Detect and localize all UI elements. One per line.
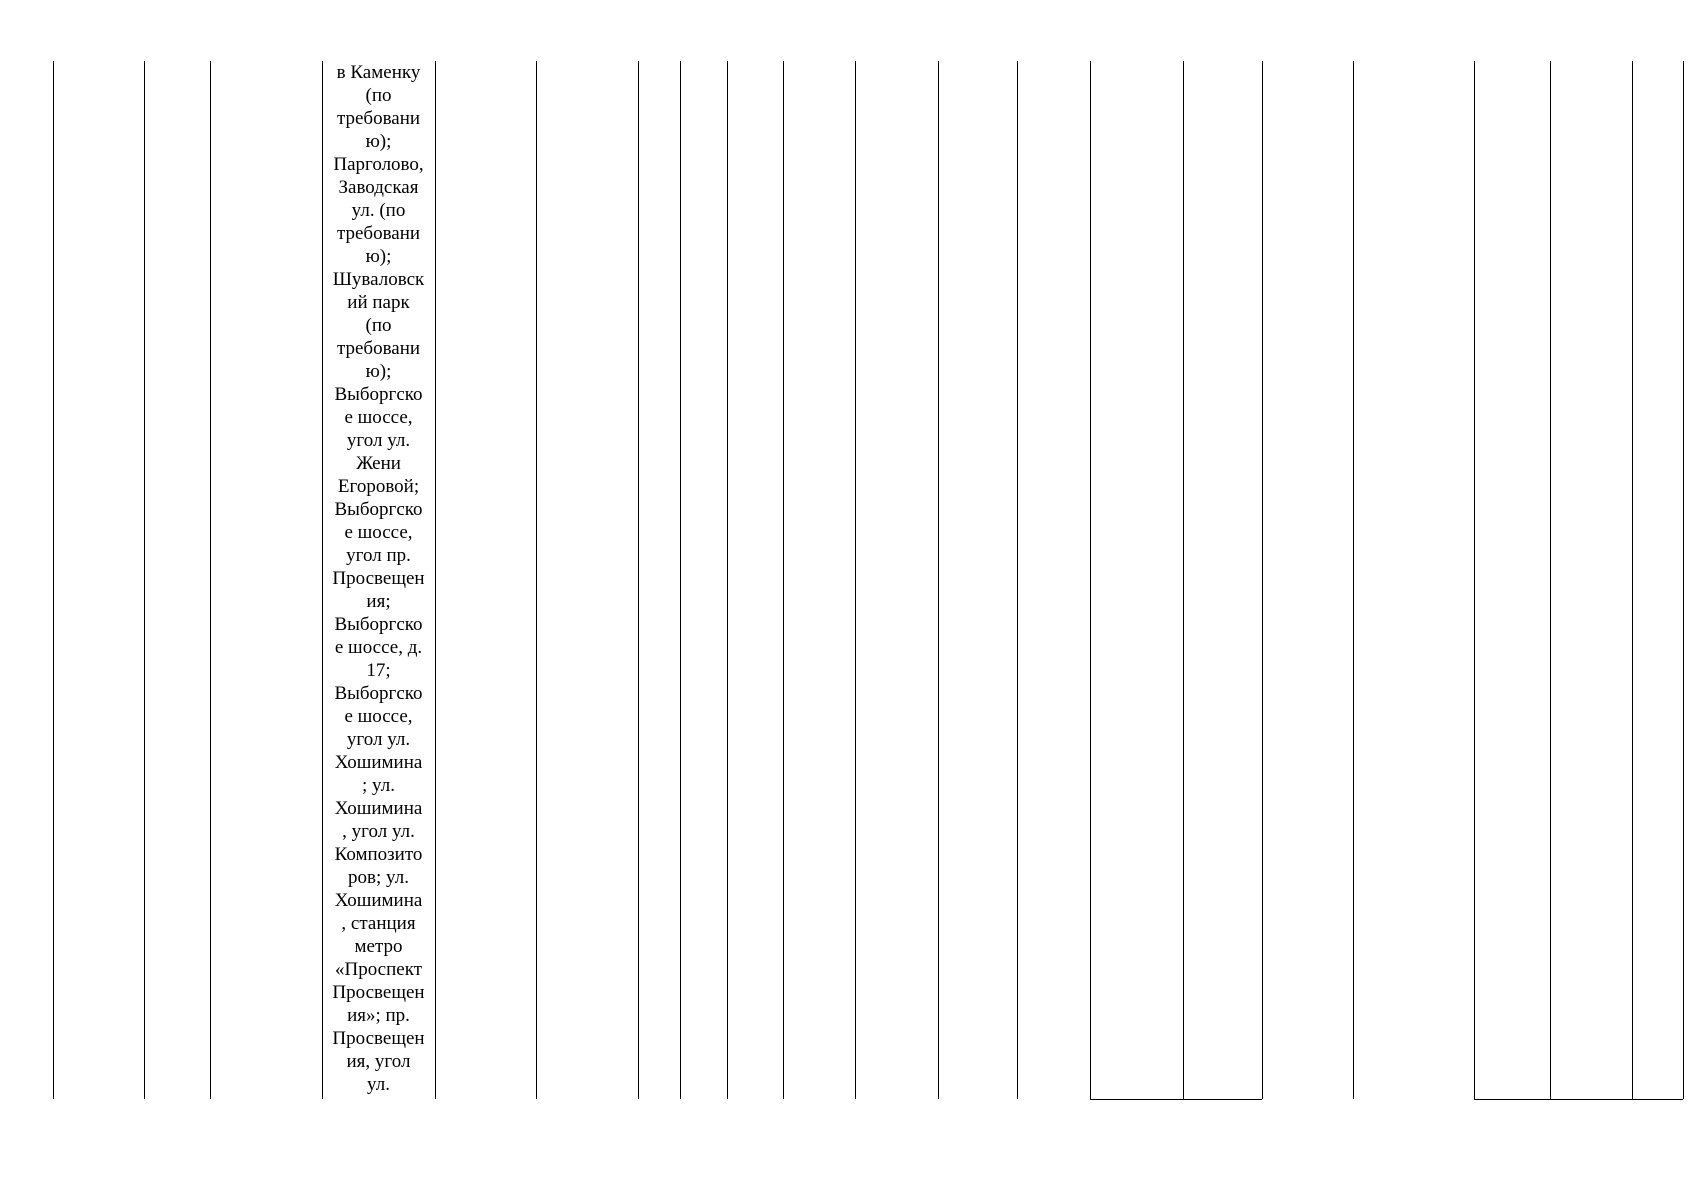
table-column-border	[1474, 61, 1475, 1099]
table-column-border	[210, 61, 211, 1099]
table-column-border	[536, 61, 537, 1099]
table-column-border	[855, 61, 856, 1099]
table-column-border	[1550, 61, 1551, 1099]
table-column-border	[783, 61, 784, 1099]
table-column-border	[1090, 61, 1091, 1099]
route-stops-cell: в Каменку (по требовани ю); Парголово, Заводская ул. (по требовани ю); Шуваловск ий парк (по требовани ю); Выборгско е шоссе, угол ул. Жени Егоровой; Выборгско е шоссе, угол пр. Просвещен ия; Выборгско е шоссе, д. 17; Выборгско е шоссе, угол ул. Хошимина ; ул. Хошимина , угол ул. Композито ров; ул. Хошимина , станция метро «Проспект Просвещен ия»; пр. Просвещен ия, угол ул.	[332, 62, 425, 1095]
table-row-border	[1090, 1099, 1262, 1100]
table-column-border	[1353, 61, 1354, 1099]
table-column-border	[1683, 61, 1684, 1099]
table-column-border	[638, 61, 639, 1099]
table-column-border	[1262, 61, 1263, 1099]
table-column-border	[680, 61, 681, 1099]
table-column-border	[727, 61, 728, 1099]
table-row-border	[1474, 1099, 1683, 1100]
table-column-border	[1017, 61, 1018, 1099]
table-column-border	[435, 61, 436, 1099]
table-column-border	[938, 61, 939, 1099]
table-column-border	[1183, 61, 1184, 1099]
table-column-border	[1632, 61, 1633, 1099]
table-column-border	[53, 61, 54, 1099]
table-column-border	[144, 61, 145, 1099]
